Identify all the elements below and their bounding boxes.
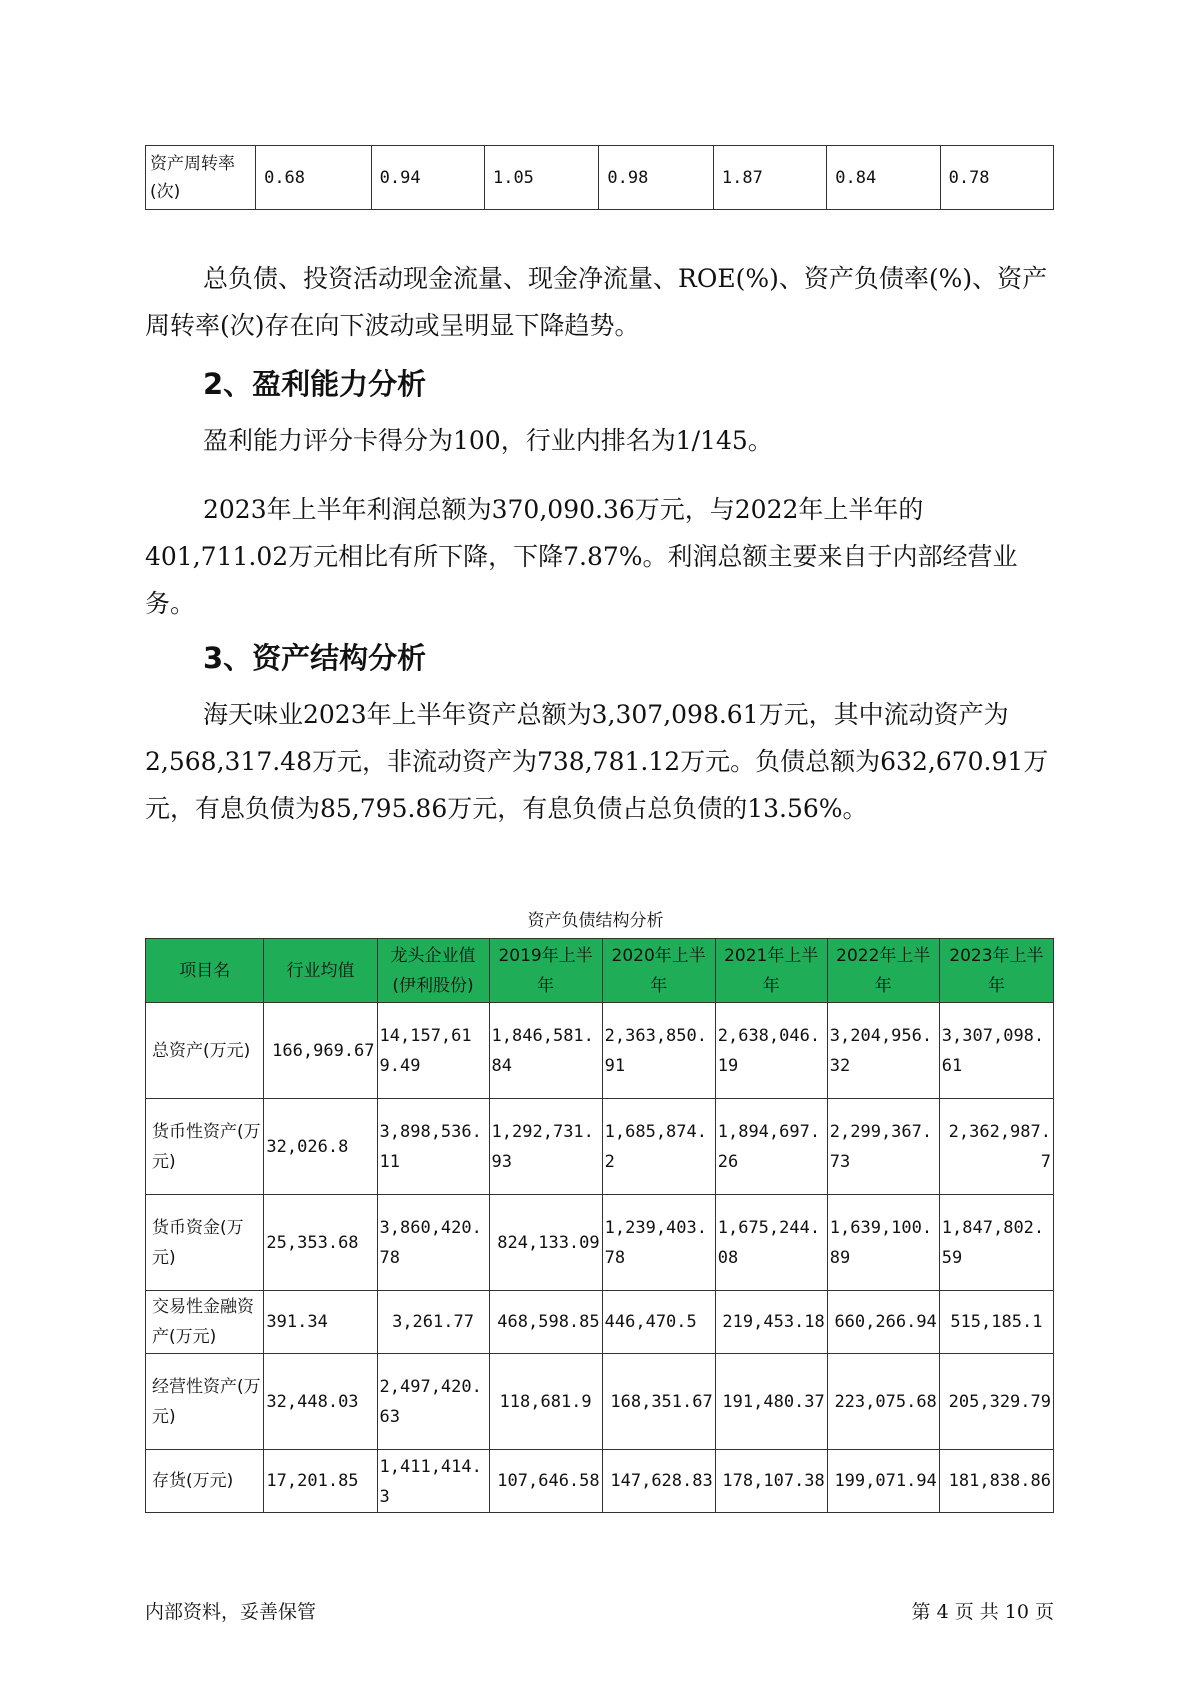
table-cell: 0.84 bbox=[827, 146, 940, 210]
column-header: 龙头企业值(伊利股份) bbox=[377, 939, 489, 1003]
row-label: 总资产(万元) bbox=[146, 1003, 264, 1099]
asset-turnover-table bbox=[145, 145, 1054, 210]
table-cell: 1,239,403.78 bbox=[602, 1195, 715, 1291]
table-cell: 1,639,100.89 bbox=[827, 1195, 939, 1291]
row-label: 货币资金(万元) bbox=[146, 1195, 264, 1291]
table-cell: 118,681.9 bbox=[489, 1354, 602, 1450]
table-row bbox=[146, 1291, 1054, 1354]
table-cell: 0.94 bbox=[371, 146, 484, 210]
trend-paragraph: 总负债、投资活动现金流量、现金净流量、ROE(%)、资产负债率(%)、资产周转率(次)存在向下波动或呈明显下降趋势。 bbox=[145, 264, 1048, 340]
table-cell: 1,894,697.26 bbox=[715, 1099, 827, 1195]
table-cell: 0.98 bbox=[599, 146, 713, 210]
asset-structure-paragraph: 海天味业2023年上半年资产总额为3,307,098.61万元，其中流动资产为2,568,317.48万元，非流动资产为738,781.12万元。负债总额为632,670.91万元，有息负债为85,795.86万元，有息负债占总负债的13.56%。 bbox=[145, 700, 1049, 823]
table-cell: 515,185.1 bbox=[939, 1291, 1053, 1354]
column-header: 项目名 bbox=[146, 939, 264, 1003]
row-label: 经营性资产(万元) bbox=[146, 1354, 264, 1450]
row-label: 货币性资产(万元) bbox=[146, 1099, 264, 1195]
column-header: 2022年上半年 bbox=[827, 939, 939, 1003]
table-cell: 3,860,420.78 bbox=[377, 1195, 489, 1291]
table-row bbox=[146, 1099, 1054, 1195]
table-cell: 1,685,874.2 bbox=[602, 1099, 715, 1195]
table-cell: 191,480.37 bbox=[715, 1354, 827, 1450]
table-cell: 3,261.77 bbox=[377, 1291, 489, 1354]
profitability-score-paragraph: 盈利能力评分卡得分为100，行业内排名为1/145。 bbox=[203, 426, 773, 455]
section-heading-profitability: 2、盈利能力分析 bbox=[203, 367, 427, 401]
column-header: 2019年上半年 bbox=[489, 939, 602, 1003]
table-cell: 223,075.68 bbox=[827, 1354, 939, 1450]
row-label: 存货(万元) bbox=[146, 1450, 264, 1513]
table-cell: 1,847,802.59 bbox=[939, 1195, 1053, 1291]
table-cell: 3,204,956.32 bbox=[827, 1003, 939, 1099]
table-row bbox=[146, 1195, 1054, 1291]
table-cell: 1,411,414.3 bbox=[377, 1450, 489, 1513]
table-cell: 32,448.03 bbox=[264, 1354, 377, 1450]
table-row bbox=[146, 1450, 1054, 1513]
table-cell: 2,638,046.19 bbox=[715, 1003, 827, 1099]
section-heading-asset-structure: 3、资产结构分析 bbox=[203, 641, 427, 675]
table-header-row bbox=[146, 939, 1054, 1003]
table-cell: 2,363,850.91 bbox=[602, 1003, 715, 1099]
column-header: 2020年上半年 bbox=[602, 939, 715, 1003]
table-cell: 1,675,244.08 bbox=[715, 1195, 827, 1291]
table-cell: 824,133.09 bbox=[489, 1195, 602, 1291]
table-cell: 3,307,098.61 bbox=[939, 1003, 1053, 1099]
column-header: 2021年上半年 bbox=[715, 939, 827, 1003]
balance-structure-table bbox=[145, 938, 1054, 1513]
table-cell: 147,628.83 bbox=[602, 1450, 715, 1513]
table-cell: 660,266.94 bbox=[827, 1291, 939, 1354]
table-caption: 资产负债结构分析 bbox=[527, 911, 664, 931]
table-cell: 391.34 bbox=[264, 1291, 377, 1354]
footer-confidential-note: 内部资料，妥善保管 bbox=[145, 1601, 317, 1623]
table-cell: 2,299,367.73 bbox=[827, 1099, 939, 1195]
table-cell: 181,838.86 bbox=[939, 1450, 1053, 1513]
table-cell: 0.78 bbox=[940, 146, 1053, 210]
table-cell: 0.68 bbox=[256, 146, 372, 210]
table-cell: 468,598.85 bbox=[489, 1291, 602, 1354]
table-cell: 1.05 bbox=[484, 146, 598, 210]
table-cell: 1,846,581.84 bbox=[489, 1003, 602, 1099]
table-row bbox=[146, 1003, 1054, 1099]
table-cell: 199,071.94 bbox=[827, 1450, 939, 1513]
table-cell: 2,362,987.7 bbox=[939, 1099, 1053, 1195]
column-header: 2023年上半年 bbox=[939, 939, 1053, 1003]
table-cell: 1.87 bbox=[713, 146, 826, 210]
table-cell: 2,497,420.63 bbox=[377, 1354, 489, 1450]
table-cell: 205,329.79 bbox=[939, 1354, 1053, 1450]
table-cell: 1,292,731.93 bbox=[489, 1099, 602, 1195]
footer-page-number: 第 4 页 共 10 页 bbox=[911, 1601, 1054, 1623]
table-cell: 107,646.58 bbox=[489, 1450, 602, 1513]
table-row bbox=[146, 146, 1054, 210]
profit-paragraph: 2023年上半年利润总额为370,090.36万元，与2022年上半年的401,711.02万元相比有所下降，下降7.87%。利润总额主要来自于内部经营业务。 bbox=[145, 495, 1018, 618]
column-header: 行业均值 bbox=[264, 939, 377, 1003]
table-cell: 3,898,536.11 bbox=[377, 1099, 489, 1195]
table-cell: 14,157,619.49 bbox=[377, 1003, 489, 1099]
table-cell: 25,353.68 bbox=[264, 1195, 377, 1291]
table-cell: 17,201.85 bbox=[264, 1450, 377, 1513]
row-label: 资产周转率(次) bbox=[146, 146, 256, 210]
table-cell: 168,351.67 bbox=[602, 1354, 715, 1450]
table-cell: 446,470.5 bbox=[602, 1291, 715, 1354]
table-cell: 166,969.67 bbox=[264, 1003, 377, 1099]
row-label: 交易性金融资产(万元) bbox=[146, 1291, 264, 1354]
table-cell: 32,026.8 bbox=[264, 1099, 377, 1195]
table-row bbox=[146, 1354, 1054, 1450]
table-cell: 219,453.18 bbox=[715, 1291, 827, 1354]
table-cell: 178,107.38 bbox=[715, 1450, 827, 1513]
